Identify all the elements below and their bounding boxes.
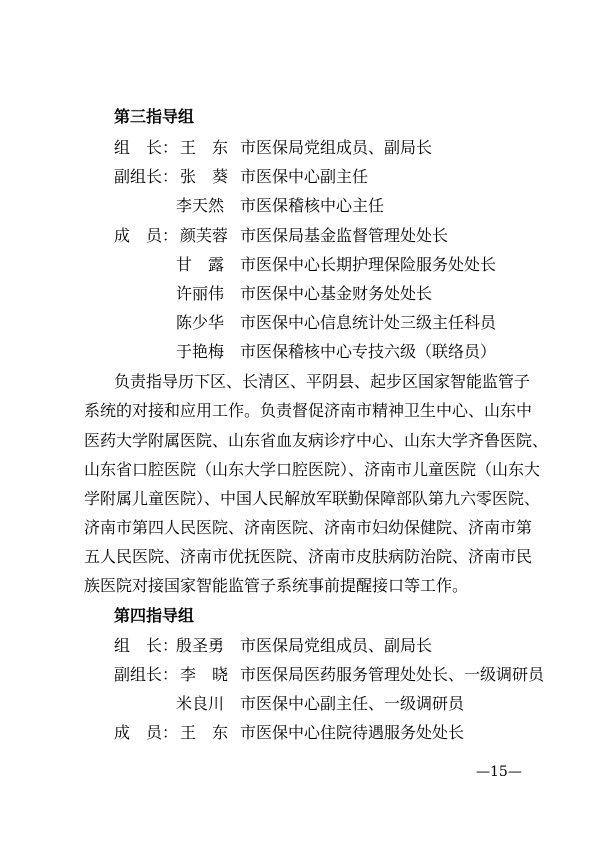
group3-duty-line: 学附属儿童医院）、中国人民解放军联勤保障部队第九六零医院、 <box>84 489 541 508</box>
group4-member-title: 市医保中心住院待遇服务处处长 <box>240 723 465 742</box>
group4-deputy-name: 李 晓 <box>180 665 229 684</box>
group3-leader-role: 组 长： <box>114 138 179 157</box>
group3-duty-line: 系统的对接和应用工作。负责督促济南市精神卫生中心、山东中 <box>84 401 533 420</box>
group4-heading: 第四指导组 <box>114 606 195 625</box>
group4-leader-name: 殷圣勇 <box>176 636 225 655</box>
group3-member-title: 市医保中心长期护理保险服务处处长 <box>240 255 497 274</box>
page-number: —15— <box>476 764 522 780</box>
group3-member-name: 于艳梅 <box>176 342 225 361</box>
group3-deputy-title: 市医保稽核中心主任 <box>240 196 385 215</box>
group4-leader-title: 市医保局党组成员、副局长 <box>240 636 433 655</box>
group3-member-title: 市医保中心基金财务处处长 <box>240 284 433 303</box>
group3-duty-line: 族医院对接国家智能监管子系统事前提醒接口等工作。 <box>84 576 469 595</box>
group3-duty-line: 医药大学附属医院、山东省血友病诊疗中心、山东大学齐鲁医院、 <box>84 431 549 450</box>
group3-member-name: 陈少华 <box>176 313 225 332</box>
group3-member-title: 市医保局基金监督管理处处长 <box>240 226 449 245</box>
group3-members-role: 成 员： <box>114 226 179 245</box>
group3-member-name: 颜芙蓉 <box>180 226 229 245</box>
group3-duty-line: 济南市第四人民医院、济南医院、济南市妇幼保健院、济南市第 <box>84 518 533 537</box>
group3-duty-line: 负责指导历下区、长清区、平阴县、起步区国家智能监管子 <box>114 372 531 391</box>
group3-deputy-name: 李天然 <box>176 196 225 215</box>
group3-member-title: 市医保稽核中心专技六级（联络员） <box>240 342 497 361</box>
group4-leader-role: 组 长： <box>114 636 179 655</box>
group3-deputy-title: 市医保中心副主任 <box>240 167 369 186</box>
group4-members-role: 成 员： <box>114 723 179 742</box>
group4-deputy-title: 市医保中心副主任、一级调研员 <box>240 694 465 713</box>
group3-duty-line: 山东省口腔医院（山东大学口腔医院）、济南市儿童医院（山东大 <box>84 460 541 479</box>
group4-member-name: 王 东 <box>180 723 229 742</box>
group3-deputy-name: 张 葵 <box>180 167 229 186</box>
group3-member-name: 许丽伟 <box>176 284 225 303</box>
group4-deputies-role: 副组长： <box>114 665 179 684</box>
group4-deputy-name: 米良川 <box>176 694 225 713</box>
group3-member-name: 甘 露 <box>176 255 225 274</box>
group3-member-title: 市医保中心信息统计处三级主任科员 <box>240 313 497 332</box>
group3-duty-line: 五人民医院、济南市优抚医院、济南市皮肤病防治院、济南市民 <box>84 547 533 566</box>
group3-leader-title: 市医保局党组成员、副局长 <box>240 138 433 157</box>
group4-deputy-title: 市医保局医药服务管理处处长、一级调研员 <box>240 665 545 684</box>
group3-leader-name: 王 东 <box>180 138 229 157</box>
group3-deputies-role: 副组长： <box>114 167 179 186</box>
group3-heading: 第三指导组 <box>114 107 195 126</box>
